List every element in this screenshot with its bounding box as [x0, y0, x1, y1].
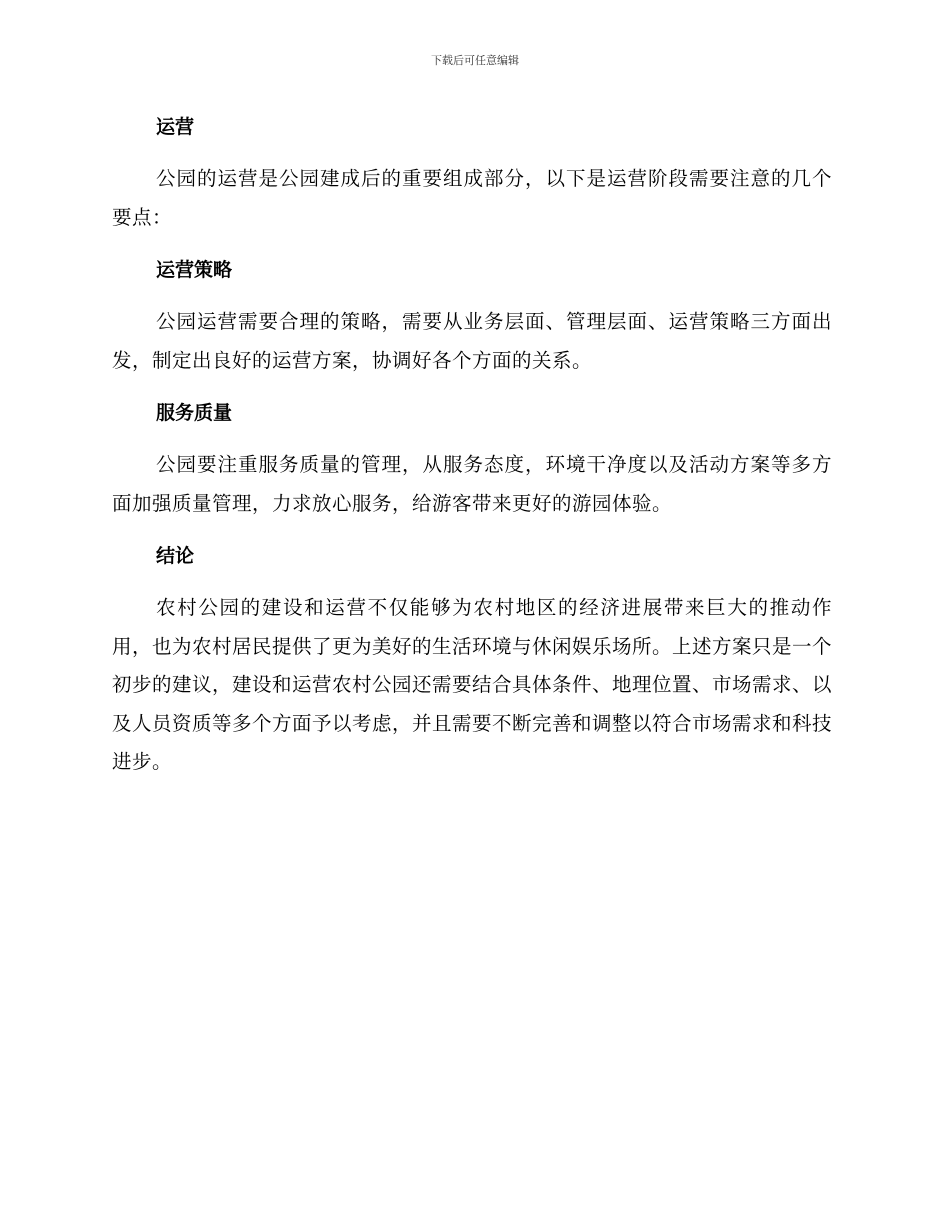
- section-paragraph-operations: 公园的运营是公园建成后的重要组成部分，以下是运营阶段需要注意的几个要点：: [112, 167, 832, 229]
- section-heading-strategy: 运营策略: [156, 259, 233, 281]
- section-heading-service-quality: 服务质量: [156, 402, 233, 424]
- section-heading-operations: 运营: [156, 116, 195, 138]
- page-header: 下载后可任意编辑: [431, 54, 519, 67]
- section-paragraph-conclusion: 农村公园的建设和运营不仅能够为农村地区的经济进展带来巨大的推动作用，也为农村居民提供了更为美好的生活环境与休闲娱乐场所。上述方案只是一个初步的建议，建设和运营农村公园还需要结合具体条件、地理位置、市场需求、以及人员资质等多个方面予以考虑，并且需要不断完善和调整以符合市场需求和科技进步。: [112, 596, 833, 773]
- section-paragraph-strategy: 公园运营需要合理的策略，需要从业务层面、管理层面、运营策略三方面出发，制定出良好的运营方案，协调好各个方面的关系。: [112, 310, 832, 372]
- section-paragraph-service-quality: 公园要注重服务质量的管理，从服务态度，环境干净度以及活动方案等多方面加强质量管理，力求放心服务，给游客带来更好的游园体验。: [112, 453, 832, 515]
- section-heading-conclusion: 结论: [156, 545, 195, 567]
- document-body: [112, 108, 832, 782]
